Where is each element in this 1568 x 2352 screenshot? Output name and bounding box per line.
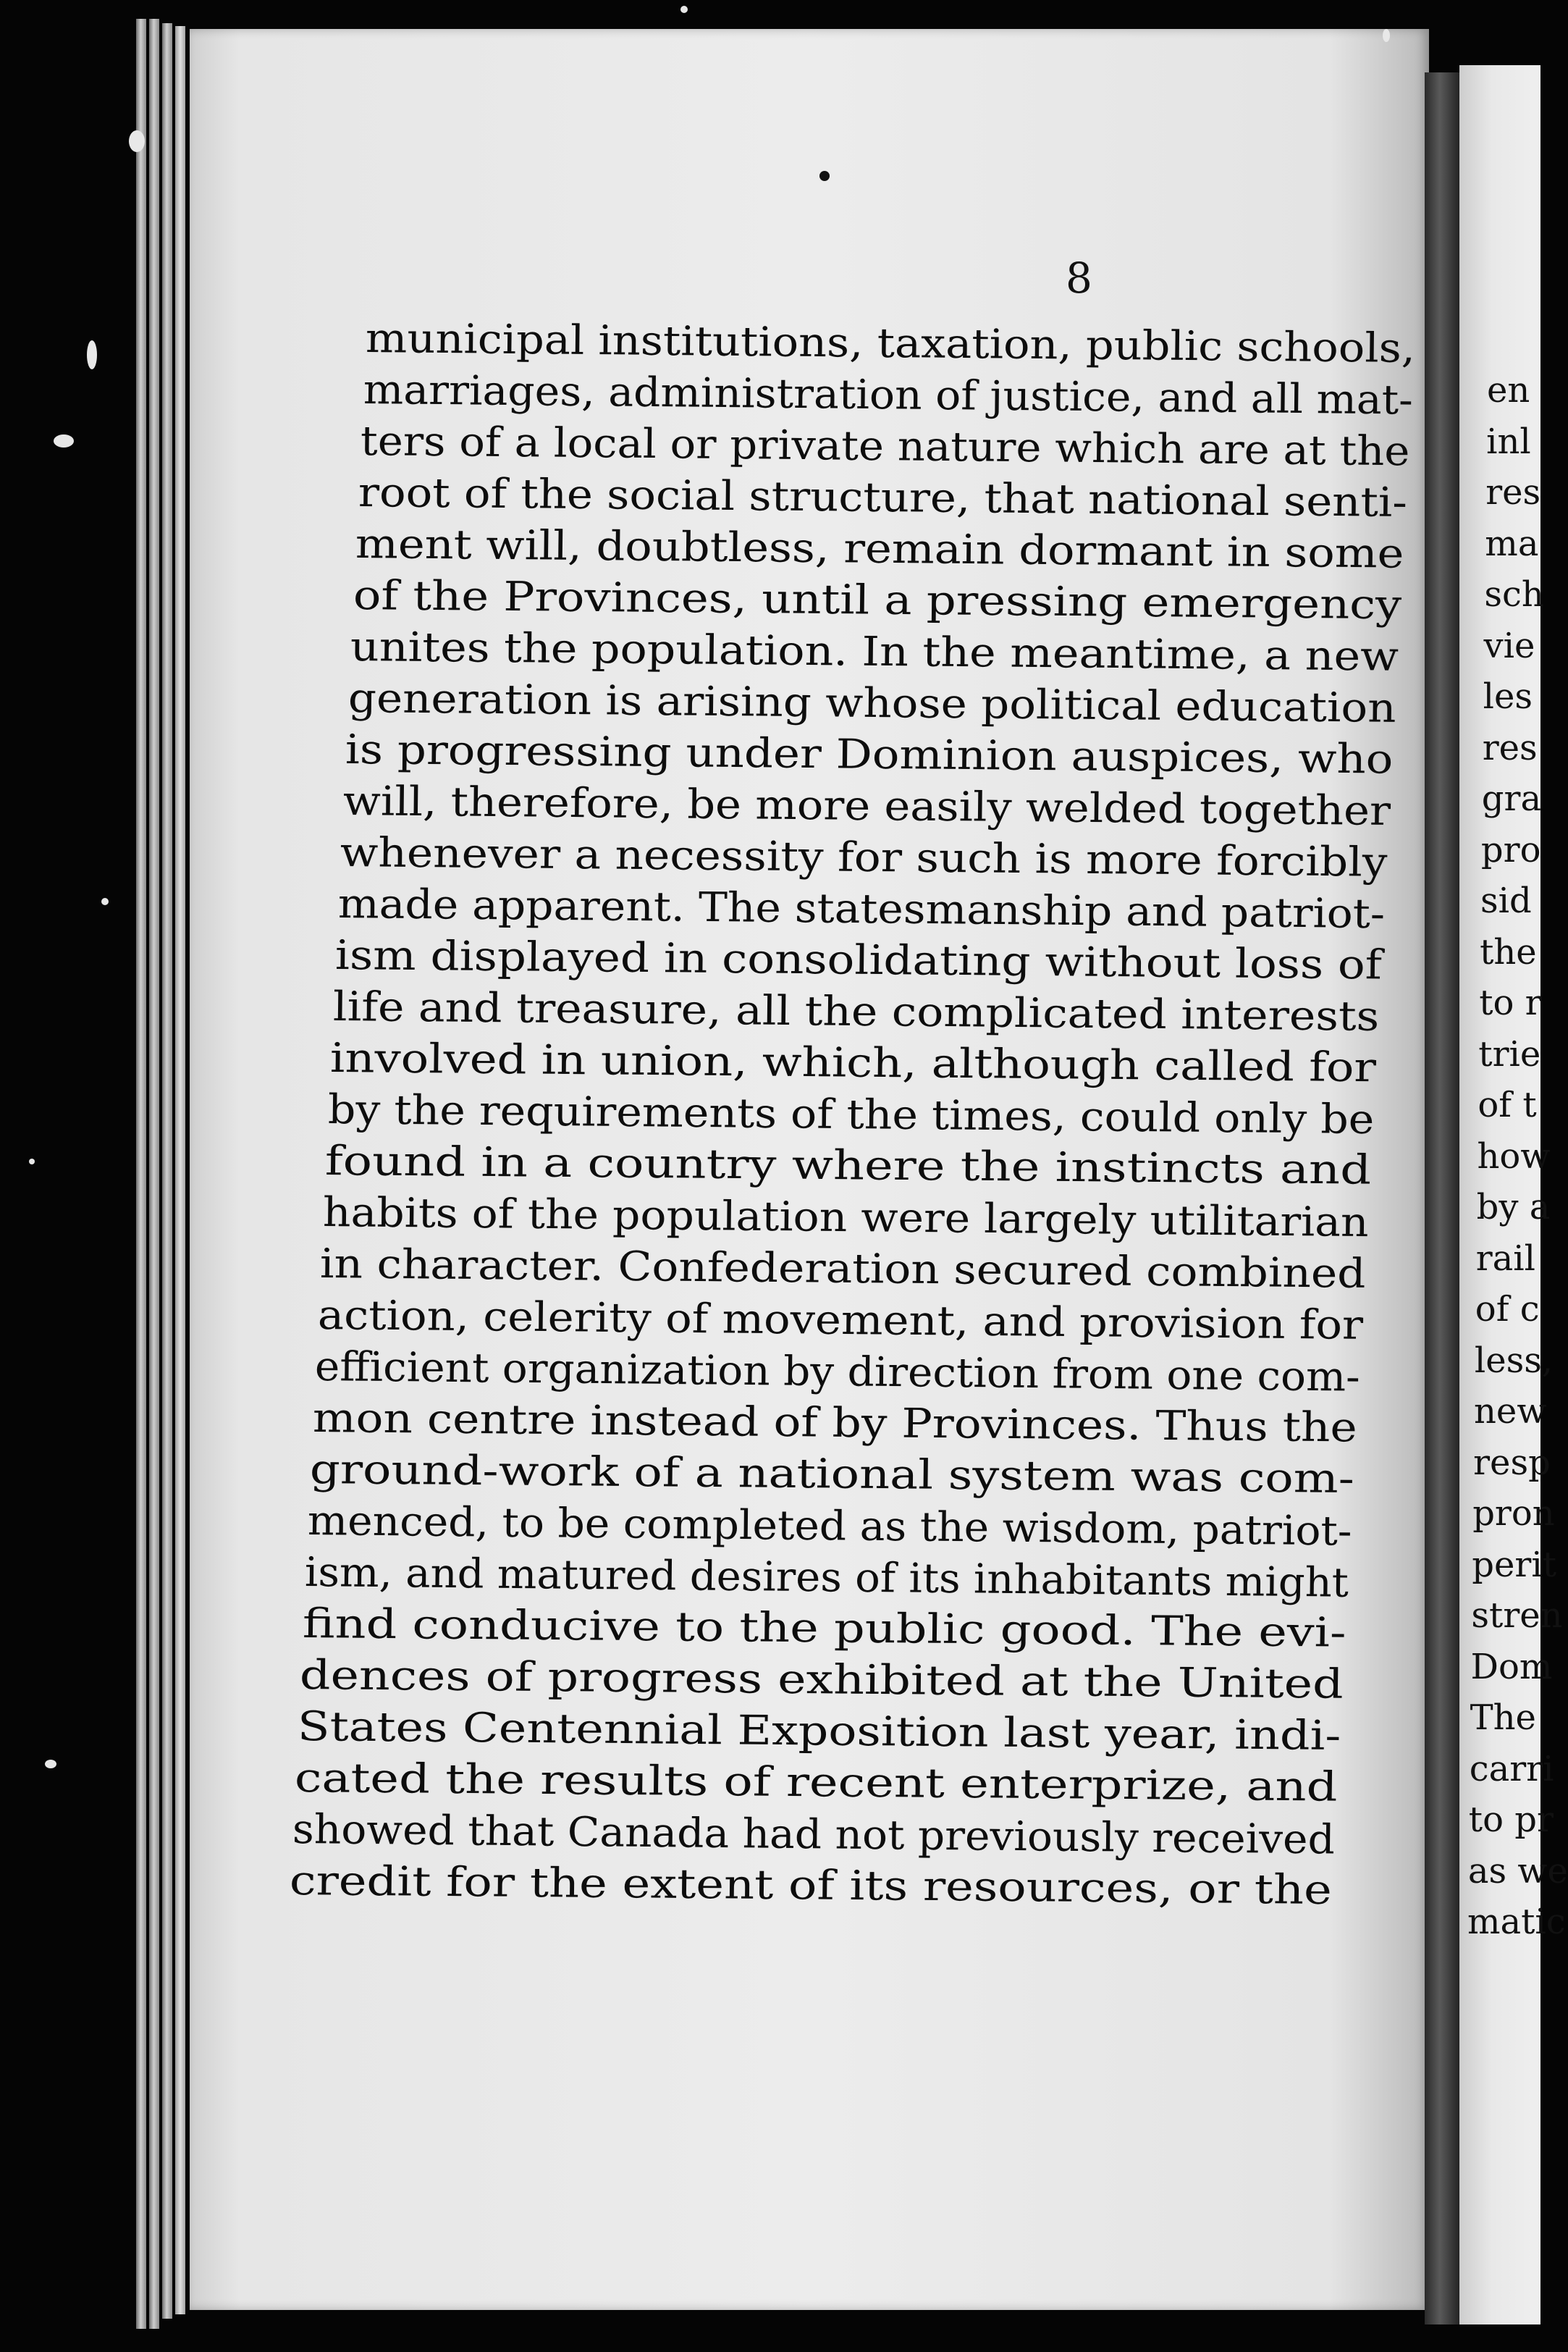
text-line: habits of the population were largely utilitarian: [322, 1189, 1369, 1247]
text-line: will, therefore, be more easily welded together: [342, 778, 1391, 835]
text-line: mon centre instead of by Provinces. Thus the: [312, 1395, 1357, 1452]
left-page: [190, 29, 1429, 2310]
text-line: is progressing under Dominion auspices, who: [345, 726, 1394, 784]
text-line: ism displayed in consolidating without loss of: [334, 932, 1383, 989]
text-line: ment will, doubtless, remain dormant in some: [355, 521, 1404, 578]
next-page-text-line: matic: [1467, 1902, 1566, 1942]
text-line: involved in union, which, although called for: [329, 1035, 1377, 1092]
next-page-text-line: inl: [1486, 421, 1531, 462]
next-page-text-line: res: [1482, 727, 1538, 768]
text-line: by the requirements of the times, could only be: [327, 1086, 1375, 1144]
text-line: unites the population. In the meantime, a new: [350, 623, 1399, 681]
next-page-text-line: pro: [1480, 829, 1541, 870]
next-page-text-line: sid: [1480, 881, 1532, 921]
text-line: ism, and matured desires of its inhabitants might: [304, 1549, 1349, 1607]
text-line: find conducive to the public good. The evi-: [302, 1600, 1346, 1657]
next-page-text-line: to pr: [1468, 1799, 1554, 1840]
next-page-text-line: less,: [1474, 1340, 1554, 1381]
text-line: whenever a necessity for such is more forcibly: [340, 829, 1388, 886]
text-line: generation is arising whose political education: [347, 675, 1396, 732]
text-line: menced, to be completed as the wisdom, patriot-: [307, 1498, 1352, 1555]
next-page-text-line: of t: [1478, 1085, 1537, 1125]
text-line: cated the results of recent enterprize, and: [294, 1755, 1338, 1811]
next-page-text-line: rail: [1475, 1238, 1535, 1279]
next-page-fragment: [1459, 65, 1568, 2324]
text-line: credit for the extent of its resources, or the: [289, 1857, 1333, 1914]
page-number: 8: [1066, 253, 1092, 303]
body-text: [190, 29, 1429, 2310]
text-line: life and treasure, all the complicated interests: [332, 983, 1380, 1041]
next-page-text-line: stren: [1471, 1595, 1563, 1636]
next-page-text-line: gra: [1481, 778, 1542, 819]
text-line: showed that Canada had not previously received: [292, 1806, 1335, 1864]
text-line: of the Provinces, until a pressing emergency: [353, 572, 1402, 629]
text-line: municipal institutions, taxation, public schools,: [365, 315, 1416, 373]
next-page-text-line: en: [1487, 370, 1530, 411]
next-page-text-line: perit: [1472, 1544, 1557, 1585]
next-page-text-line: vie: [1483, 625, 1535, 666]
text-line: made apparent. The statesmanship and patriot-: [337, 881, 1385, 938]
next-page-text-line: res: [1485, 472, 1541, 513]
next-page-text-line: new: [1474, 1391, 1547, 1432]
text-line: in character. Confederation secured combined: [319, 1240, 1366, 1298]
next-page-text-line: les: [1483, 676, 1533, 717]
next-page-text-line: the: [1480, 931, 1537, 973]
text-line: efficient organization by direction from one com-: [314, 1343, 1361, 1401]
next-page-text-line: resp: [1473, 1442, 1551, 1483]
next-page-text-line: The: [1470, 1697, 1536, 1738]
next-page-text-line: carri: [1469, 1748, 1554, 1789]
text-line: ters of a local or private nature which are at the: [360, 418, 1410, 476]
page-edge: [149, 19, 159, 2329]
binding-gutter: [1425, 72, 1462, 2324]
text-line: ground-work of a national system was com-: [309, 1446, 1355, 1503]
next-page-text-line: sch: [1484, 574, 1544, 615]
next-page-text-line: trie: [1478, 1033, 1541, 1075]
page-edge: [136, 19, 146, 2329]
next-page-text-line: how: [1477, 1135, 1551, 1177]
next-page-text-line: as we: [1467, 1850, 1568, 1891]
page-edge: [162, 23, 172, 2319]
text-line: dences of progress exhibited at the United: [299, 1652, 1344, 1708]
text-line: root of the social structure, that national senti-: [358, 469, 1407, 526]
next-page-text-line: to r: [1479, 983, 1542, 1023]
page-edge: [175, 26, 185, 2314]
text-line: action, celerity of movement, and provision for: [317, 1292, 1363, 1349]
next-page-text-line: Dom: [1470, 1646, 1553, 1687]
text-line: States Centennial Exposition last year, indi-: [297, 1703, 1341, 1760]
next-page-text-line: by a: [1476, 1187, 1551, 1227]
next-page-text-line: ma: [1485, 523, 1539, 564]
next-page-text-line: of c: [1475, 1289, 1540, 1330]
text-line: marriages, administration of justice, and all mat-: [363, 366, 1413, 424]
text-line: found in a country where the instincts and: [324, 1138, 1372, 1194]
next-page-text-line: pron: [1472, 1493, 1555, 1534]
